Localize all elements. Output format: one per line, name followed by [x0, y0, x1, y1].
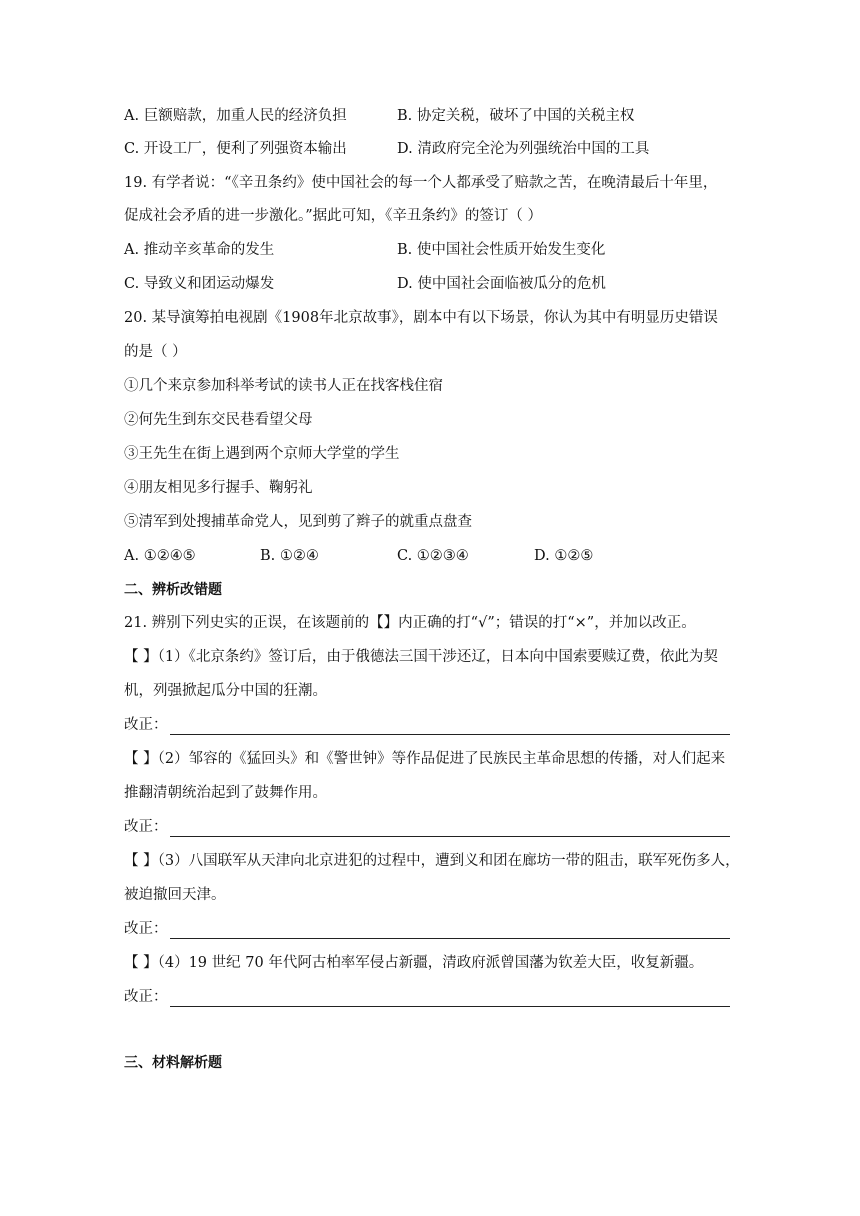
- correction-blank-1[interactable]: [170, 720, 730, 735]
- q21-item-4-correction[interactable]: [124, 987, 730, 1007]
- q20-item-4: ④朋友相见多行握手、鞠躬礼: [124, 480, 313, 496]
- q21-item-3-line-1: 【 】（3）八国联军从天津向北京进犯的过程中，遭到义和团在廊坊一带的阻击，联军死伤多人，: [124, 853, 740, 869]
- q21-item-2-line-1: 【 】（2）邹容的《猛回头》和《警世钟》等作品促进了民族民主革命思想的传播，对人们起来: [124, 751, 726, 767]
- q19-option-a: A. 推动辛亥革命的发生: [124, 242, 275, 258]
- q18-option-a: A. 巨额赔款，加重人民的经济负担: [124, 108, 347, 124]
- correction-blank-3[interactable]: [170, 924, 730, 939]
- q20-option-b: B. ①②④: [260, 548, 319, 564]
- q21-item-2-correction[interactable]: [124, 817, 730, 837]
- section-3-title: 三、材料解析题: [124, 1055, 222, 1071]
- q20-stem-line-1: 20. 某导演筹拍电视剧《1908年北京故事》，剧本中有以下场景，你认为其中有明显历史错误: [124, 310, 718, 326]
- q20-option-c: C. ①②③④: [397, 548, 469, 564]
- q20-item-5: ⑤清军到处搜捕革命党人，见到剪了辫子的就重点盘查: [124, 514, 472, 530]
- q18-option-c: C. 开设工厂，便利了列强资本输出: [124, 141, 347, 157]
- q19-stem-line-1: 19. 有学者说：“《辛丑条约》使中国社会的每一个人都承受了赔款之苦，在晚清最后十年里，: [124, 175, 718, 191]
- q21-item-2-line-2: 推翻清朝统治起到了鼓舞作用。: [124, 785, 327, 801]
- q19-option-c: C. 导致义和团运动爆发: [124, 276, 275, 292]
- q21-item-3-correction[interactable]: [124, 919, 730, 939]
- q20-option-d: D. ①②⑤: [534, 548, 594, 564]
- q21-item-1-line-2: 机，列强掀起瓜分中国的狂潮。: [124, 683, 327, 699]
- q21-item-1-correction[interactable]: [124, 715, 730, 735]
- q21-intro: 21. 辨别下列史实的正误，在该题前的【】内正确的打“√”；错误的打“×”，并加以改正。: [124, 615, 696, 631]
- q18-option-b: B. 协定关税，破坏了中国的关税主权: [397, 108, 635, 124]
- q20-item-2: ②何先生到东交民巷看望父母: [124, 412, 313, 428]
- q20-option-a: A. ①②④⑤: [124, 548, 196, 564]
- q21-item-4-line-1: 【 】（4）19 世纪 70 年代阿古柏率军侵占新疆，清政府派曾国藩为钦差大臣，收复新疆。: [124, 955, 704, 971]
- q21-item-1-line-1: 【 】（1）《北京条约》签订后，由于俄德法三国干涉还辽，日本向中国索要赎辽费，依此为契: [124, 649, 718, 665]
- q18-option-d: D. 清政府完全沦为列强统治中国的工具: [397, 141, 650, 157]
- q19-option-b: B. 使中国社会性质开始发生变化: [397, 242, 606, 258]
- correction-label: 改正：: [124, 717, 168, 733]
- correction-label: 改正：: [124, 819, 168, 835]
- section-2-title: 二、辨析改错题: [124, 582, 222, 598]
- correction-blank-4[interactable]: [170, 992, 730, 1007]
- correction-label: 改正：: [124, 921, 168, 937]
- correction-label: 改正：: [124, 989, 168, 1005]
- q20-item-1: ①几个来京参加科举考试的读书人正在找客栈住宿: [124, 378, 443, 394]
- q21-item-3-line-2: 被迫撤回天津。: [124, 887, 226, 903]
- correction-blank-2[interactable]: [170, 822, 730, 837]
- q19-stem-line-2: 促成社会矛盾的进一步激化。”据此可知，《辛丑条约》的签订（ ）: [124, 208, 543, 224]
- q20-stem-line-2: 的是（ ）: [124, 344, 187, 360]
- q19-option-d: D. 使中国社会面临被瓜分的危机: [397, 276, 606, 292]
- q20-item-3: ③王先生在街上遇到两个京师大学堂的学生: [124, 446, 400, 462]
